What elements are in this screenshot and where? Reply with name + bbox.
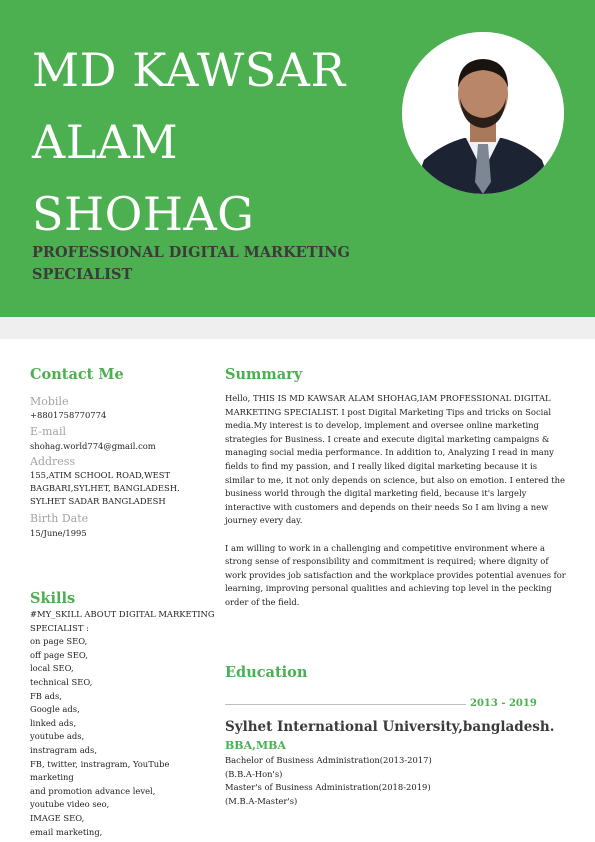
skills-list xyxy=(30,608,215,839)
summary-paragraph: Hello, THIS IS MD KAWSAR ALAM SHOHAG,IAM PROFESSIONAL DIGITAL MARKETING SPECIALIST. I post Digital Marketing Tips and tricks on Social media.My interest is to develop, implement and oversee online marketing strategies for Business. I create and execute digital marketing campaigns & managing social media performance. In addition to, Analyzing I read in many fields to find my passion, and I really liked digital marketing because it is similar to me, it not only depends on science, but also on emotion. I entered the business world through the digital marketing field, because it's largely interactive with customers and depends on their needs So I am living a new journey every day. xyxy=(225,393,565,526)
skill-item: Google ads, xyxy=(30,704,80,715)
contact-title: Contact Me xyxy=(30,366,124,383)
header-banner xyxy=(0,0,595,317)
address-label: Address xyxy=(30,455,76,468)
skill-item: FB, twitter, instragram, YouTube marketing xyxy=(30,758,170,783)
skill-item: IMAGE SEO, xyxy=(30,812,85,823)
birth-date-label: Birth Date xyxy=(30,512,89,525)
profile-photo xyxy=(402,32,564,194)
skill-item: technical SEO, xyxy=(30,676,93,687)
summary-body xyxy=(225,392,567,623)
skill-item: off page SEO, xyxy=(30,649,88,660)
education-divider xyxy=(225,704,466,705)
mobile-label: Mobile xyxy=(30,395,69,408)
skill-item: #MY_SKILL ABOUT DIGITAL MARKETING xyxy=(30,609,215,619)
education-details xyxy=(225,754,565,808)
birth-date-value: 15/June/1995 xyxy=(30,528,87,538)
address-line: BAGBARI,SYLHET, BANGLADESH. xyxy=(30,483,180,493)
skill-item: and promotion advance level, xyxy=(30,785,156,796)
summary-paragraph: I am willing to work in a challenging and competitive environment where a strong sense of responsibility and commitment is required; where dignity of work provides job satisfaction and the workplace provides potential avenues for learning, improving personal qualities and achieving top level in the pecking order of the field. xyxy=(225,542,566,607)
skill-item: linked ads, xyxy=(30,717,77,728)
job-title: PROFESSIONAL DIGITAL MARKETING SPECIALIST xyxy=(32,244,350,283)
address-line: SYLHET SADAR BANGLADESH xyxy=(30,496,166,506)
skill-item: local SEO, xyxy=(30,663,74,674)
skills-title: Skills xyxy=(30,590,76,607)
summary-title: Summary xyxy=(225,366,303,383)
address-value xyxy=(30,469,220,508)
address-line: 155,ATIM SCHOOL ROAD,WEST xyxy=(30,470,171,480)
education-detail-line: Bachelor of Business Administration(2013-2017) xyxy=(225,755,432,765)
education-years: 2013 - 2019 xyxy=(470,698,537,709)
skill-item: SPECIALIST : xyxy=(30,622,89,633)
education-detail-line: (B.B.A-Hon's) xyxy=(225,768,283,779)
skill-item: instragram ads, xyxy=(30,744,98,755)
separator-band xyxy=(0,317,595,339)
mobile-value: +8801758770774 xyxy=(30,410,107,420)
skill-item: FB ads, xyxy=(30,690,62,701)
education-title: Education xyxy=(225,664,308,681)
email-value: shohag.world774@gmail.com xyxy=(30,441,156,451)
candidate-name: MD KAWSAR ALAM SHOHAG xyxy=(32,43,346,241)
email-label: E-mail xyxy=(30,425,66,438)
skill-item: email marketing, xyxy=(30,826,103,837)
person-portrait-icon xyxy=(402,32,564,194)
skill-item: youtube video seo, xyxy=(30,799,110,810)
degree-title: BBA,MBA xyxy=(225,739,286,752)
skill-item: youtube ads, xyxy=(30,731,85,742)
skill-item: on page SEO, xyxy=(30,636,88,647)
university-name: Sylhet International University,bangladesh. xyxy=(225,719,555,735)
education-detail-line: Master's of Business Administration(2018-2019) xyxy=(225,782,431,793)
education-detail-line: (M.B.A-Master's) xyxy=(225,795,298,806)
